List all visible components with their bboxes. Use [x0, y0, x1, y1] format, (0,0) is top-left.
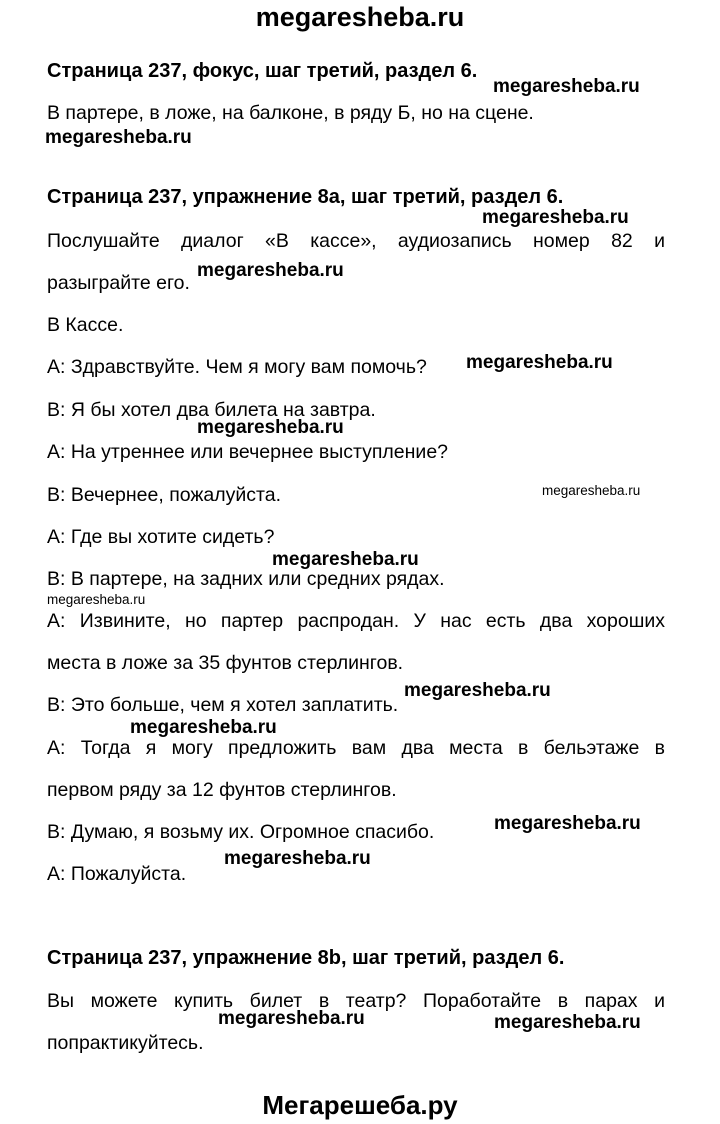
dialog-line: А: Тогда я могу предложить вам два места в бельэтаже в: [47, 737, 665, 759]
dialog-line: В: Вечернее, пожалуйста.: [47, 484, 282, 506]
task-line: разыграйте его.: [47, 272, 190, 294]
watermark: megaresheba.ru: [224, 848, 371, 869]
watermark: megaresheba.ru: [218, 1008, 365, 1029]
dialog-line: А: На утреннее или вечернее выступление?: [47, 441, 449, 463]
watermark: megaresheba.ru: [542, 483, 641, 498]
site-header: megaresheba.ru: [255, 2, 465, 32]
task-line: попрактикуйтесь.: [47, 1032, 204, 1054]
watermark: megaresheba.ru: [494, 1012, 641, 1033]
watermark: megaresheba.ru: [47, 592, 146, 607]
section-heading-8b: Страница 237, упражнение 8b, шаг третий, раздел 6.: [47, 947, 565, 969]
watermark: megaresheba.ru: [482, 207, 629, 228]
dialog-line: А: Здравствуйте. Чем я могу вам помочь?: [47, 356, 427, 378]
watermark: megaresheba.ru: [494, 813, 641, 834]
dialog-title: В Кассе.: [47, 314, 124, 336]
dialog-line: А: Извините, но партер распродан. У нас есть два хороших: [47, 610, 665, 632]
answer-line: В партере, в ложе, на балконе, в ряду Б, но на сцене.: [47, 102, 534, 124]
watermark: megaresheba.ru: [404, 680, 551, 701]
dialog-line-continued: первом ряду за 12 фунтов стерлингов.: [47, 779, 397, 801]
watermark: megaresheba.ru: [45, 127, 192, 148]
watermark: megaresheba.ru: [493, 76, 640, 97]
dialog-line: В: Это больше, чем я хотел заплатить.: [47, 694, 399, 716]
watermark: megaresheba.ru: [466, 352, 613, 373]
dialog-line: В: Я бы хотел два билета на завтра.: [47, 399, 376, 421]
watermark: megaresheba.ru: [272, 549, 419, 570]
watermark: megaresheba.ru: [197, 260, 344, 281]
task-line: Вы можете купить билет в театр? Поработайте в парах и: [47, 990, 665, 1012]
section-heading-8a: Страница 237, упражнение 8а, шаг третий, раздел 6.: [47, 186, 564, 208]
dialog-line: А: Пожалуйста.: [47, 863, 187, 885]
watermark: megaresheba.ru: [130, 717, 277, 738]
dialog-line: А: Где вы хотите сидеть?: [47, 526, 275, 548]
dialog-line-continued: места в ложе за 35 фунтов стерлингов.: [47, 652, 404, 674]
task-line: Послушайте диалог «В кассе», аудиозапись номер 82 и: [47, 230, 665, 252]
dialog-line: В: Думаю, я возьму их. Огромное спасибо.: [47, 821, 435, 843]
site-footer: Мегарешеба.ру: [262, 1090, 458, 1120]
section-heading-focus: Страница 237, фокус, шаг третий, раздел 6.: [47, 60, 478, 82]
dialog-line: В: В партере, на задних или средних рядах.: [47, 568, 445, 590]
watermark: megaresheba.ru: [197, 417, 344, 438]
